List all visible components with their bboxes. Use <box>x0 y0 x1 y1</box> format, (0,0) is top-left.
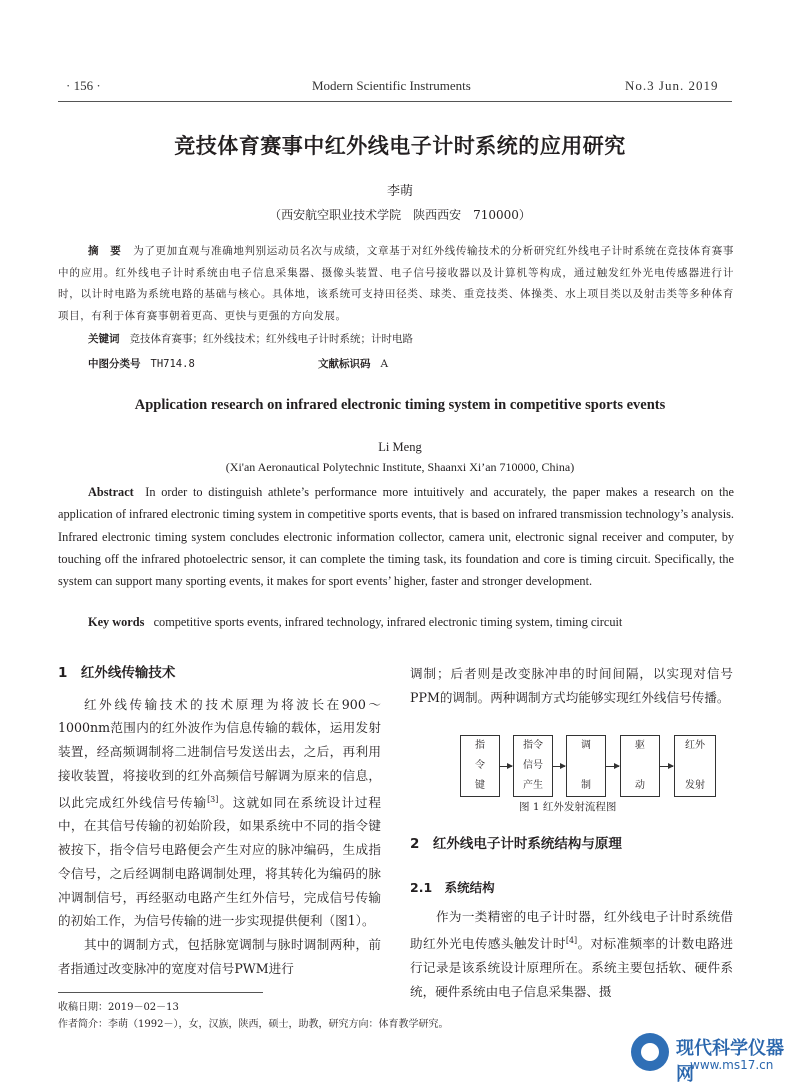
section-1-paragraph-2: 其中的调制方式，包括脉宽调制与脉时调制两种，前者指通过改变脉冲的宽度对信号PWM进行 <box>58 936 381 976</box>
english-keywords-label: Key words <box>88 615 145 629</box>
class-value: TH714.8 <box>150 358 195 370</box>
citation-ref: [4] <box>565 936 578 946</box>
flow-arrow <box>553 766 565 767</box>
flow-box-signal-generation <box>513 735 553 797</box>
right-column-bottom <box>410 833 733 1003</box>
abstract-label: 摘 要 <box>88 245 122 257</box>
chinese-keywords <box>88 329 764 351</box>
class-label: 中图分类号 <box>88 358 141 370</box>
flow-arrow <box>660 766 673 767</box>
box-line: 调 <box>581 740 591 751</box>
keywords-text: 竞技体育赛事；红外线技术；红外线电子计时系统；计时电路 <box>129 333 414 345</box>
chinese-abstract <box>58 241 734 327</box>
box-line: 指令 <box>523 740 543 751</box>
document-code <box>318 354 800 376</box>
box-line: 发射 <box>685 780 705 791</box>
watermark-url: www.ms17.cn <box>690 1058 774 1072</box>
watermark-logo-inner <box>641 1043 659 1061</box>
paragraph-text: 红外线传输技术的技术原理为将波长在900～1000nm范围内的红外波作为信息传输的载体，运用发射装置，经高频调制将二进制信号发送出去，之后，再利用接收装置，将接收到的红外高频信号解调为原来的信息，以此完成红外线信号传输 <box>58 696 381 810</box>
box-line: 红外 <box>685 740 705 751</box>
box-line: 令 <box>475 760 485 771</box>
english-abstract-text: In order to distinguish athlete’s performance more intuitively and accurately, the paper makes a research on the application of infrared electronic timing system in competitive sports events, that is based on infrared transmission technology’s analysis. Infrared electronic timing system concludes electronic information collector, camera unit, electronic signal receiver and computer, by touching off the infrared photoelectric sensor, it can complete the timing task, its foundation and core is timing circuit. Specifically, the system can support many sporting events, it makes for sport events’ higher, faster and stronger development. <box>58 485 734 589</box>
issue-info: No.3 Jun. 2019 <box>625 78 719 93</box>
footnote-rule <box>58 992 263 993</box>
section-1-heading: 1 红外线传输技术 <box>58 665 176 681</box>
doc-value: A <box>380 358 389 370</box>
box-line: 动 <box>635 780 645 791</box>
english-keywords <box>88 615 622 630</box>
page-title: 竞技体育赛事中红外线电子计时系统的应用研究 <box>174 133 626 158</box>
english-abstract <box>58 481 734 592</box>
flow-box-modulation <box>566 735 606 797</box>
box-line: 信号 <box>523 760 543 771</box>
paragraph-text: 。这就如同在系统设计过程中，在其信号传输的初始阶段，如果系统中不同的指令键被按下，指令信号电路便会产生对应的脉冲编码，生成指令信号，之后经调制电路调制处理，将其转化为编码的脉冲调制信号，再经驱动电路产生红外信号，完成信号传输的初始工作，为信号传输的进一步实现提供便利（图1）。 <box>58 794 382 929</box>
flow-arrow <box>606 766 619 767</box>
flow-box-command-key <box>460 735 500 797</box>
flow-arrow <box>500 766 512 767</box>
flow-box-driver <box>620 735 660 797</box>
box-line: 键 <box>475 780 485 791</box>
watermark-title: 现代科学仪器网 <box>676 1038 784 1085</box>
author-name: 李萌 <box>386 184 413 199</box>
paragraph-text: 作为一类精密的电子计时器，红外线电子计时系统借助红外光电传感头触发计时 <box>410 909 733 952</box>
journal-name: Modern Scientific Instruments <box>312 78 471 93</box>
citation-ref: [3] <box>207 794 219 804</box>
box-line: 指 <box>475 740 485 751</box>
flow-box-ir-emission <box>674 735 716 797</box>
doc-label: 文献标识码 <box>318 358 371 370</box>
right-column-top <box>410 662 733 709</box>
section-1-paragraph-1 <box>58 693 381 933</box>
keywords-label: 关键词 <box>88 333 120 345</box>
english-abstract-label: Abstract <box>88 485 134 499</box>
abstract-text: 为了更加直观与准确地判别运动员名次与成绩，文章基于对红外线传输技术的分析研究红外线电子计时系统在竞技体育赛事中的应用。红外线电子计时系统由电子信息采集器、摄像头装置、电子信号接收器以及计算机等构成，通过触发红外光电传感器进行计时，以计时电路为系统电路的基础与核心。具体地，该系统可支持田径类、球类、重竞技类、体操类、水上项目类以及射击类等多种体育项目，有利于体育赛事朝着更高、更快与更强的方向发展。 <box>58 245 734 322</box>
section-2-1-heading: 2.1 系统结构 <box>410 879 495 895</box>
author-affiliation: （西安航空职业技术学院 陕西西安 710000） <box>269 208 531 222</box>
section-2-1-paragraph <box>410 905 733 1003</box>
figure-1-caption: 图 1 红外发射流程图 <box>519 801 617 813</box>
figure-1-flowchart <box>460 735 730 797</box>
header-rule <box>58 101 732 102</box>
box-line: 驱 <box>635 740 645 751</box>
box-line: 制 <box>581 780 591 791</box>
received-date: 收稿日期：2019－02－13 <box>58 1002 179 1013</box>
english-title: Application research on infrared electronic timing system in competitive sports events <box>134 397 666 413</box>
english-keywords-text: competitive sports events, infrared technology, infrared electronic timing system, timing circuit <box>153 615 623 629</box>
page-number: · 156 · <box>66 78 101 93</box>
paragraph-text: 。对标准频率的计数电路进行记录是该系统设计原理所在。系统主要包括软、硬件系统，硬件系统由电子信息采集器、摄 <box>410 936 734 999</box>
english-author: Li Meng <box>378 440 422 454</box>
english-affiliation: (Xi'an Aeronautical Polytechnic Institute, Shaanxi Xi’an 710000, China) <box>225 460 575 474</box>
section-2-heading: 2 红外线电子计时系统结构与原理 <box>410 836 622 852</box>
left-column <box>58 662 381 980</box>
box-line: 产生 <box>523 780 543 791</box>
continued-paragraph: 调制；后者则是改变脉冲串的时间间隔，以实现对信号PPM的调制。两种调制方式均能够实现红外线信号传播。 <box>410 666 733 705</box>
author-bio: 作者简介：李萌（1992－），女，汉族，陕西，硕士，助教，研究方向：体育教学研究。 <box>58 1019 449 1030</box>
